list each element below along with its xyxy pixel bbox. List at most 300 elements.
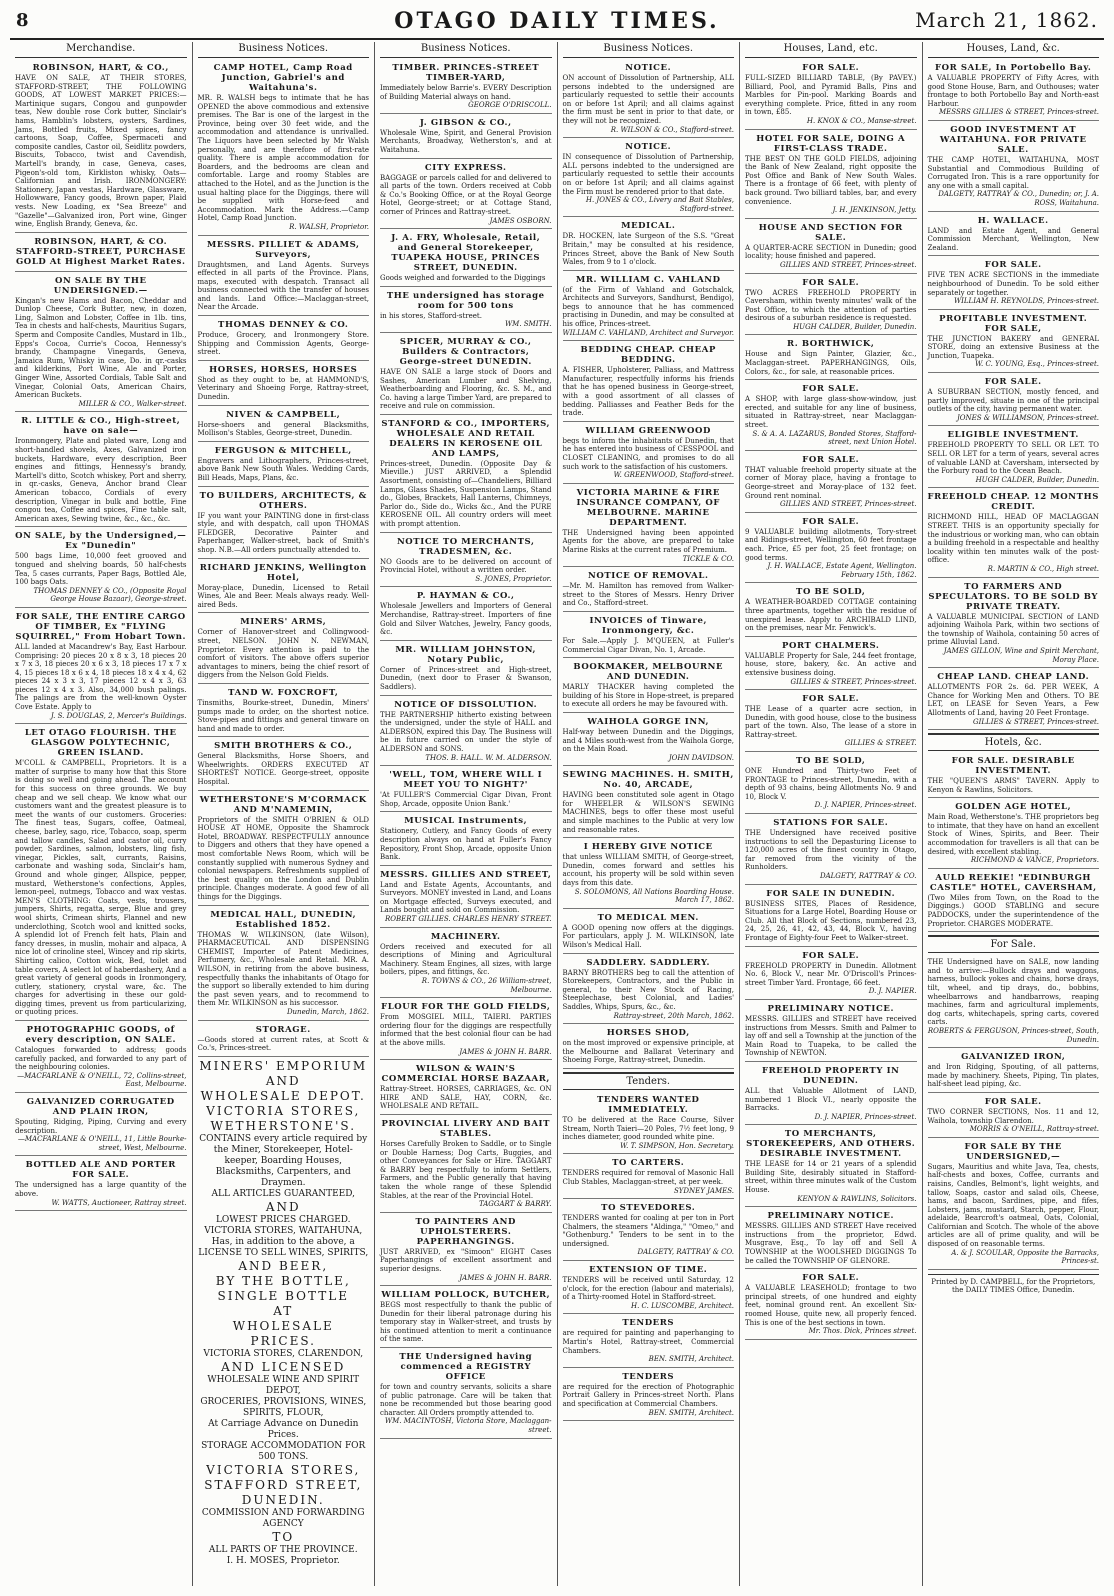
ad-sign: —MACFARLANE & O'NEILL, 72, Collins-street, East, Melbourne. [17,1071,187,1089]
ad-body: 9 VALUABLE building allotments, Tory-street and Ridings-street, Wellington, 60 feet frontage each. Price, £5 per foot, 25 feet frontage; on good terms. [745,527,917,562]
advertisement [15,610,187,724]
ad-title: NOTICE OF DISSOLUTION. [394,699,538,710]
feature-line: VICTORIA STORES, CLARENDON, [203,1348,364,1359]
advertisement [928,258,1100,309]
column-header: Business Notices. [563,42,735,58]
column-houses-land-1 [740,42,923,1586]
ad-title: I HEREBY GIVE NOTICE [583,842,713,853]
advertisement [745,276,917,336]
feature-line: CONTAINS every article required by the Miner, Storekeeper, Hotel-keeper, Boarding Houses, Blacksmiths, Carpenters, and Draymen. [199,1133,368,1188]
ad-title: MUSICAL Instruments, [404,816,528,827]
column-business-notices-2 [375,42,558,1586]
ad-title: THE Undersigned having commenced a REGISTRY OFFICE [399,1352,533,1383]
feature-line: AND LICENSED [221,1359,346,1374]
advertisement [198,489,370,559]
advertisement [563,569,735,612]
advertisement [380,1215,552,1286]
advertisement [15,726,187,1021]
ad-body: TENDERS required for removal of Masonic Hall Club Stables, Maclaggan-street, at per week. [562,1169,734,1186]
ad-body: TO be delivered at the Race Course, Silver Stream, North Taieri—20 Poles, 7½ feet long, 9 inches diameter, good rounded white pine. [562,1115,734,1142]
ad-sign: W. WATTS, Auctioneer, Rattray street. [51,1198,187,1207]
ad-title: BOTTLED ALE AND PORTER FOR SALE. [25,1160,176,1181]
ad-list [745,61,917,1340]
ad-title: FOR SALE. [802,1273,860,1284]
ad-body: From MOSGIEL MILL, TAIERI. PARTIES ordering flour for the diggings are respectfully informed that the best colonial flour can be had at the above mills. [380,1013,552,1047]
ad-body: Horse-shoers and general Blacksmiths, Mollison's Stables, George-street, Dunedin. [197,420,369,438]
ad-title: THOMAS DENNEY & CO. [218,320,349,331]
advertisement [380,643,552,696]
advertisement [928,956,1100,1048]
ad-sign: D. J. NAPIER, Princes-street. [814,801,917,810]
ad-title: 'WELL, TOM, WHERE WILL I MEET YOU TO NIGHT?' [389,770,543,791]
ad-title: AULD REEKIE! "EDINBURGH CASTLE" HOTEL, CAVERSHAM, [929,872,1097,893]
ad-body: TWO ACRES FREEHOLD PROPERTY in Caversham, within twenty minutes' walk of the Post Office, to which the attention of parties desirous of a suburban residence is requested. [745,288,917,323]
advertisement [198,408,370,442]
advertisement [380,335,552,415]
advertisement [745,692,917,752]
victoria-stores-feature [198,1059,370,1567]
ad-title: VICTORIA MARINE & FIRE INSURANCE COMPANY, OF MELBOURNE. MARINE DEPARTMENT. [576,487,721,528]
feature-line: COMMISSION AND FORWARDING AGENCY [201,1507,365,1529]
ad-title: TO FARMERS AND SPECULATORS. TO BE SOLD BY PRIVATE TREATY. [928,581,1099,612]
ad-title: MR. WILLIAM JOHNSTON, Notary Public, [395,644,537,665]
advertisement [745,639,917,690]
advertisement [563,911,735,954]
ad-title: FOR SALE. [802,454,860,465]
ad-body: THE Undersigned have received positive instructions to sell the Depasturing License to 120,000 acres of the finest country in Otago, far removed from the vicinity of the Runholders. [745,829,917,872]
feature-line: ALL PARTS OF THE PROVINCE. [208,1544,358,1555]
ad-title: NIVEN & CAMPBELL, [226,409,341,420]
advertisement [745,887,917,947]
ad-sign: HUGH CALDER, Builder, Dunedin. [793,322,917,331]
ad-sign: HUGH CALDER, Builder, Dunedin. [975,475,1099,484]
ad-title: PHOTOGRAPHIC GOODS, of every description, ON SALE. [25,1025,176,1046]
ad-sign: S. & A. A. LAZARUS, Bonded Stores, Stafford-street, next Union Hotel. [752,429,917,447]
ad-title: SPICER, MURRAY & CO., Builders & Contractors, George-street DUNEDIN. [399,336,532,367]
ad-sign: R. WILSON & CO., Stafford-street. [610,125,734,134]
ad-sign: GILLIES & STREET. [844,739,917,748]
ad-sign: MILLER & CO., Walker-street. [78,399,187,408]
ad-sign: WM. SMITH. [504,320,552,329]
ad-body: BARNY BROTHERS beg to call the attention of Storekeepers, Contractors, and the Public in general, to their New Stock of Racing, Steeplechase, best Colonial, and Ladies' Saddles, Whips, Spurs, &c., &c. [562,968,734,1011]
advertisement [563,1370,735,1421]
ad-body: Wholesale Jewellers and Importers of General Merchandise, Rattray-street. Importers of fine Gold and Silver Watches, Jewelry, Fancy goods, &c. [380,602,552,637]
ad-body: DR. HOCKEN, late Surgeon of the S.S. "Great Britain," may be consulted at his residence, Princes Street, above the Bank of New South Wales, from 9 to 1 o'clock. [562,232,734,267]
ad-body: ONE Hundred and Thirty-two Feet of FRONTAGE to Princes-street, Dunedin, with a depth of 93 chains, being Allotments No. 9 and 10, Block V. [745,767,917,801]
ad-list [380,61,552,1439]
ad-sign: JAMES & JOHN H. BARR. [459,1273,552,1282]
ad-title: FOR SALE. DESIRABLE INVESTMENT. [951,756,1075,777]
advertisement [380,1000,552,1060]
ad-body: Wholesale Wine, Spirit, and General Provision Merchants, Broadway, Wetherston's, and at Waitahuna. [380,128,552,154]
ad-sign: Mr. Thos. Dick, Princes street. [808,1327,917,1336]
ad-body: M'COLL & CAMPBELL, Proprietors. It is a matter of surprise to many how that this Store is doing so well and going ahead. The account for this success on three grounds. We buy cheap and we sell cheap. We know what our customers want and the greatest pleasure is to meet the wants of our customers. Groceries: The finest teas, Sugars, coffee, Oatmeal, cheese, barley, sago, rice, Tobacco, soap, sperm and tallow candles, Salad and castor oil, curry powder, Sardines, salmon, lobsters, ling fish, vinegar, Pickles, salt, currants, Raisins, carbonate and washing soda, Sinclair's ham, Ground and whole ginger, Allspice, pepper, mustard, Wetherstone's confections, Apples, lemon-peel, nutmegs, Tobacco and wax vestas. MEN'S CLOTHING: Coats, vests, trousers, jumpers, Shirts, regatta, serge, Blue and grey wool shirts, Crimean shirts, Flannel and new underclothing, Scotch wool and knitted socks, A splendid lot of French felt hats, Plain and fancy dresses, in muslin, mohair and alpaca, A nice lot of crinoline steel, Wincey and rip skirts, Shirting calico, Cotton wick, Bed, toilet and table covers, A select lot of haberdashery, And a great variety of general goods in Ironmongery, cutlery, stationery, crystal ware, &c. The charges for advertising in these our gold-digging times, prevent us from particularizing, or quoting prices. [15,759,187,1017]
ad-sign: J. H. WALLACE, Estate Agent, Wellington. February 15th, 1862. [767,562,917,579]
ad-title: FOR SALE IN DUNEDIN. [766,888,896,899]
ad-title: LET OTAGO FLOURISH. THE GLASGOW POLYTECHNIC, GREEN ISLAND. [24,728,177,759]
advertisement [563,1026,735,1069]
column-header: Merchandise. [15,42,187,58]
ad-body: 'At FULLER'S Commercial Cigar Divan, Front Shop, Arcade, opposite Union Bank.' [380,791,552,808]
ad-title: GALVANIZED IRON, [961,1052,1066,1063]
advertisement [745,337,917,380]
ad-title: NOTICE TO MERCHANTS, TRADESMEN, &c. [396,536,535,557]
ad-sign: GILLIES & STREET, Princes-street. [973,717,1099,726]
ad-body: For Sale.—Apply J. M'QUEEN, at Fuller's Commercial Cigar Divan, No. 1, Arcade. [562,636,734,654]
ad-body: TENDERS wanted for coaling at per ton in Port Chalmers, the steamers "Aldinga," "Omeo," and "Gothenburg." Tenders to be sent in to the undersigned. [562,1214,734,1248]
ad-title: TENDERS WANTED IMMEDIATELY. [596,1094,700,1115]
feature-line: LOWEST PRICES CHARGED. [215,1214,351,1225]
advertisement [15,235,187,272]
ad-sign: MESSRS GILLIES & STREET, Princes-street. [939,108,1099,117]
ad-title: ROBINSON, HART, & CO. STAFFORD-STREET, PURCHASE GOLD At Highest Market Rates. [15,236,186,267]
printer-imprint: Printed by D. CAMPBELL, for the Proprietors, the DAILY TIMES Office, Dunedin. [928,1274,1100,1294]
ad-sign: WILLIAM C. VAHLAND, Architect and Surveyor. [562,328,734,337]
feature-line: GROCERIES, PROVISIONS, WINES, SPIRITS, FLOUR, [200,1396,367,1418]
ad-sign: J. H. JENKINSON, Jetty. [832,206,917,215]
ad-body: A GOOD opening now offers at the diggings. For particulars, apply J. M. WILKINSON, late Wilson's Medical Hall. [562,923,734,949]
advertisement [928,490,1100,577]
advertisement [928,428,1100,488]
ad-body: THOMAS W. WILKINSON, (late Wilson), PHARMACEUTICAL AND DISPENSING CHEMIST, Importer of Patent Medicines, Perfumery, &c., Wholesale and Retail. MR. A. WILSON, in retiring from the above business, respectfully thanks the inhabitants of Otago for the support so liberally extended to him during the past seven years, and to recommend to them Mr. WILKINSON as his successor. [197,930,369,1008]
advertisement [745,1271,917,1340]
ad-body: TWO CORNER SECTIONS, Nos. 11 and 12, Waihola, township Clarendon. [927,1107,1099,1125]
advertisement [15,529,187,608]
ad-body: NO Goods are to be delivered on account of Provincial Hotel, without a written order. [380,557,552,575]
advertisement [928,670,1100,730]
ad-title: FREEHOLD PROPERTY IN DUNEDIN. [761,1065,900,1086]
advertisement [563,219,735,270]
ad-sign: JOHN DAVIDSON. [668,753,734,762]
ad-sign: GEORGE O'DRISCOLL. [468,101,552,110]
advertisement [563,614,735,658]
ad-title: GOOD INVESTMENT AT WAITAHUNA. FOR PRIVATE SALE. [939,124,1087,155]
ad-body: are required for the erection of Photographic Portrait Gallery in Princes-street North. Plans and specification at Commercial Chambers. [562,1382,734,1408]
advertisement [380,116,552,159]
advertisement [198,793,370,906]
advertisement [745,1002,917,1062]
ad-body: THE "QUEEN'S ARMS" TAVERN. Apply to Kenyon & Rawlins, Solicitors. [927,777,1099,794]
ad-body: THE Undersigned have on SALE, now landing and to arrive:—Bullock drays and waggons, harness, bullock yokes and chains, horse drays, tilt, wheel, and tip drays, do., bobbins, wheelbarrows and handbarrows, reaping machines, farm and agricultural implements, dog carts, whitechapels, spring carts, covered carts. [927,958,1099,1027]
ad-sign: H. KNOX & CO., Manse-street. [806,116,917,125]
ad-sign: JAMES & JOHN H. BARR. [459,1047,552,1056]
feature-line: VICTORIA STORES, WAITAHUNA, [204,1225,363,1236]
ad-sign: TAGGART & BARRY. [478,1200,552,1209]
advertisement [380,417,552,533]
advertisement [15,1158,187,1211]
advertisement [745,1127,917,1207]
feature-line: STAFFORD STREET, [204,1477,363,1492]
ad-title: R. LITTLE & CO., High-street, have on sale— [21,416,181,437]
ad-body: A VALUABLE PROPERTY of Fifty Acres, with good Stone House, Barn, and Outhouses; water frontage to both Portobello Bay and North-east Harbour. [927,74,1099,108]
ad-body: MARLY THACKER having completed the building of his Store in Hope-street, is prepared to execute all orders he may be favoured with. [562,683,734,709]
ad-title: MEDICAL HALL, DUNEDIN, Established 1852. [210,909,357,930]
ad-body: 500 bags Lime, 10,000 feet grooved and tongued and shelving boards, 50 half-chests Tea, 5 cases currants, Paper Bags, Bottled Ale, 100 bags Oats. [15,552,187,587]
feature-line: VICTORIA STORES, [206,1103,361,1118]
ad-title: PROFITABLE INVESTMENT. FOR SALE, [939,313,1088,334]
ad-body: begs to inform the inhabitants of Dunedin, that he has entered into business of CESSPOOL and CLOSET CLEANING, and promises to do all such work to the satisfaction of his customers. [562,436,734,471]
ad-body: HAVE ON SALE a large stock of Doors and Sashes, American Lumber and Shelving, Weatherboarding and Flooring, &c. S. M., and Co. having a large Timber Yard, are prepared to receive and rule on commission. [380,367,552,411]
ad-sign: ROBERT GILLIES. CHARLES HENRY STREET. [385,915,552,924]
for-sale-header: For Sale. [928,935,1100,953]
ad-body: Draughtsmen, and Land Agents. Surveys effected in all parts of the Province. Plans, maps, executed with despatch. Transact all business connected with the transfer of houses and lands. Land Office:—Maclaggan-street, Near the Arcade. [197,260,369,312]
ad-title: WILLIAM GREENWOOD [585,425,711,436]
advertisement [563,273,735,342]
ad-body: General Blacksmiths, Horse Shoers, and Wheelwrights. ORDERS EXECUTED AT SHORTEST NOTICE. George-street, opposite Hospital. [197,752,369,787]
ad-body: Main Road, Wetherstone's. THE proprietors beg to intimate, that they have on hand an excellent Stock of Wines, Spirits, and Beer. Their accommodation for travellers is all that can be desired, with excellent stabling. [927,813,1099,856]
ad-title: TO BE SOLD, [796,756,866,767]
ad-title: PRELIMINARY NOTICE. [767,1211,895,1222]
ad-title: TIMBER. PRINCES-STREET TIMBER-YARD, [392,63,540,83]
ad-title: STATIONS FOR SALE. [773,818,889,829]
ad-title: FOR SALE, THE ENTIRE CARGO OF TIMBER, Ex "FLYING SQUIRREL," From Hobart Town. [15,611,187,642]
ad-sign: DALGETY, RATTRAY & CO. [637,1248,734,1257]
feature-line: Has, in addition to the above, a [211,1236,355,1247]
ad-body: Ironmongery, Plate and plated ware, Long and short-handled shovels, Axes, Galvanized iron buckets, Hardware, every description, Beer engines and fittings, Hennessy's brandy, Martell's ditto, Scotch whiskey, Port and sherry, in qr.-casks, Geneva, Anchor brand Clear American tobacco, Cordials of every description, Vinegar in bulk and bottle, Fine congou tea, Coffee and spices, Fine table salt, American axes, Sewing twine, &c., &c., &c. [15,437,187,523]
ad-title: TO STEVEDORES. [601,1203,696,1214]
ad-title: THE undersigned has storage room for 500 tons [386,290,545,311]
column-business-notices-1 [193,42,376,1586]
ad-body: MESSRS. GILLIES AND STREET Have received instructions from the proprietor, Edwd. Musgrave, Esq., To lay off and Sell A TOWNSHIP at the WOOLSHED DIGGINGS To be called the TOWNSHIP OF GLENORE. [745,1222,917,1265]
advertisement [563,768,735,838]
ad-sign: JONES & WILLIAMSON, Princes-street. [956,413,1099,422]
advertisement [380,289,552,333]
advertisement [745,754,917,814]
ad-body: MESSRS. GILLIES and STREET have received instructions from Messrs. Smith and Palmer to lay off and sell a Township at the junction of the Main Road to Tuapeka, to be called the Township of NEWTON. [745,1014,917,1058]
ad-body: A SUBURBAN SECTION, mostly fenced, and partly improved, situate in one of the principal outlets of the city, having permanent water. [927,388,1099,414]
ad-body: ALLOTMENTS FOR 2s. 6d. PER WEEK, A Chance for Working Men and Others. TO BE LET, on LEASE for Seven Years, a Few Allotments of Land, having 20 Feet Frontage. [927,683,1099,717]
ad-title: GALVANIZED CORRUGATED AND PLAIN IRON, [26,1097,175,1118]
ad-title: TO CARTERS. [612,1158,685,1169]
ad-title: CHEAP LAND. CHEAP LAND. [937,672,1090,683]
advertisement [745,132,917,219]
ad-body: and Iron Ridging, Spouting, of all patterns, made by machinery. Sheets, Piping, Tin plates, half-sheet lead piping, &c. [927,1063,1099,1089]
ad-body: Proprietors of the SMITH O'BRIEN & OLD HOUSE AT HOME, Opposite the Shamrock Hotel, BROADWAY. RESPECTFULLY announce to Diggers and others that they have opened a most comfortable News Room, which will be constantly supplied with numerous Sydney and colonial newspapers. Refreshments supplied of the best quality on the London and Dublin principle. Changes moderate. A good few of all things for the Diggings. [197,815,369,901]
ad-sign: THOS. B. HALL. W. M. ALDERSON. [425,753,552,762]
tender-list [563,1093,735,1421]
ad-body: Engravers and Lithographers, Princes-street, above Bank New South Wales. Wedding Cards, Bill Heads, Maps, Plans, &c. [197,456,369,482]
ad-list [198,61,370,1057]
advertisement [198,444,370,487]
ad-body: BAGGAGE or parcels called for and delivered to all parts of the town. Orders received at Cobb & Co.'s Booking Office, or at the Royal George Hotel, George-street; or at Cottage Stand, corner of Princes and Rattray-street. [380,173,552,216]
ad-body: IN consequence of Dissolution of Partnership, ALL persons indebted to the undersigned are particularly requested to settle their accounts on or before 1st April; and all claims against the Firm must be rendered prior to that date. [562,153,734,196]
feature-line: LICENSE TO SELL WINES, SPIRITS, [198,1247,369,1258]
ad-body: Tinsmiths, Bourke-street, Dunedin, Miners' pumps made to order, on the shortest notice. Stove-pipes and fittings and general tinware on hand and made to order. [197,698,369,733]
ad-body: ON account of Dissolution of Partnership, ALL persons indebted to the undersigned are particularly requested to settle their accounts on or before 1st April; and all claims against the firm must be sent in prior to that date, or they will not be recognized. [562,74,734,125]
ad-sign: RICHMOND & VANCE, Proprietors. [970,856,1099,865]
ad-body: IF you want your PAINTING done in first-class style, and with despatch, call upon THOMAS FLEDGER, Decorative Painter and Paperhanger, Walker-street, back of Smith's shop. N.B.—All orders punctually attended to. [197,511,369,554]
advertisement [198,686,370,737]
ad-title: TO MERCHANTS, STOREKEEPERS, AND OTHERS. DESIRABLE INVESTMENT. [746,1129,916,1160]
advertisement [380,589,552,640]
ad-title: WETHERSTONE'S M'CORMACK AND M'NAMEMIN, [199,794,367,815]
ad-sign: H. JONES & CO., Livery and Bait Stables, Stafford-street. [585,196,734,213]
advertisement [928,61,1100,121]
ad-body: BUSINESS SITES, Places of Residence, Situations for a Large Hotel, Boarding House or Club. All that Block of Sections, numbered 23, 24, 25, 26, 41, 42, 43, 44, Block V., having Frontage of Eighty-four Feet to Walker-street. [745,899,917,942]
ad-body: Shod as they ought to be, at HAMMOND'S, Veterinary and Shoeing Forge, Rattray-street, Dunedin. [197,375,369,402]
ad-sign: BEN. SMITH, Architect. [648,1355,734,1364]
ad-body: Kingan's new Hams and Bacon, Cheddar and Dunlop Cheese, Cork Butter, new, in dozen, Ling, Salmon and Lobster, Coffee in 1lb. tins, Tea in chests and half-chests, Mauritius Sugars, Sperm and Composite Candles, Mustard in 1lb., Epps's Cocoa, Currie's Cocoa, Hennessy's brandy, Champagne Vinegards, Geneva, Jamaica Rum, Whisky in case, Do. in qr.-casks and kilderkins, Port Wine, Ale and Porter, Ginger Wine, Assorted Cordials, Table Salt and Vinegar, Colonial Oats, American Chairs, American Buckets. [15,296,187,400]
ad-body: THE PARTNERSHIP hitherto existing between the undersigned, under the style of HALL and ALDERSON, expired this Day. The Business will be in future carried on under the style of ALDERSON and SONS. [380,710,552,753]
ad-title: NOTICE. [625,63,672,73]
ad-title: FOR SALE. [802,63,860,73]
ad-title: HOUSE AND SECTION FOR SALE. [758,222,903,243]
ad-sign: THOMAS DENNEY & CO., (Opposite Royal George House Bazaar), George-street. [33,586,187,604]
advertisement [380,61,552,114]
advertisement [15,274,187,413]
ad-body: Rattray-Street. HORSES, CARRIAGES, &c. ON HIRE AND SALE, HAY, CORN, &c. WHOLESALE AND RETAIL. [380,1085,552,1111]
ad-title: TO BUILDERS, ARCHITECTS, & OTHERS. [199,490,367,511]
ad-title: P. HAYMAN & CO., [416,591,515,602]
ad-body: A VALUABLE LEASEHOLD; frontage to two principal streets, of one hundred and eighty feet, nominal ground rent. An excellent Six-roomed House, quite new, all properly fenced. This is one of the best sections in town. [745,1284,917,1327]
ad-body: Land and Estate Agents, Accountants, and Surveyors. MONEY invested in Land, and Loans on Mortgage effected, Surveys executed, and Lands bought and sold on Commission. [380,880,552,915]
ad-body: HAVE ON SALE, AT THEIR STORES, STAFFORD-STREET, THE FOLLOWING GOODS, AT LOWEST MARKET PRICES:— Martinique sugars, Congou and gunpowder teas, New double rose Cork butter, Sinclair's hams, Hamblin's lobsters, oysters, Sardines, Jams, Bottled fruits, Mixed spices, fancy cartoons, Soap, Coffee, Spermaceti and composite candles, Castor oil, Seidlitz powders, Biscuits, Tobacco, twist and Cavendish, Martell's brandy, in case, Geneva, cases, Pigeon's-old tom, Kirkliston whisky, Oats—Californian and Irish. IRONMONGERY: Stationery, Japan vestas, Hardware, Glassware, Hollowware, Fancy goods, Brown paper, Plaid vests. New Loading, ex "Sea Breeze" and "Gazelle"—Galvanized iron, Port wine, Ginger wine, English Brandy, Geneva, &c. [15,74,187,229]
ad-title: TO MEDICAL MEN. [597,912,699,923]
column-header: Business Notices. [380,42,552,58]
ad-sign: MORRIS & O'NEILL, Rattray-street. [969,1125,1099,1134]
ad-sign: WILLIAM H. REYNOLDS, Princes-street. [953,297,1099,306]
feature-line: VICTORIA STORES, [206,1462,361,1477]
advertisement [928,754,1100,798]
ad-title: FOR SALE. [984,260,1042,271]
advertisement [563,840,735,909]
ad-title: STANFORD & CO., IMPORTERS, WHOLESALE AND RETAIL DEALERS IN KEROSENE OIL AND LAMPS, [381,418,551,459]
ad-title: FOR SALE. [802,277,860,288]
ad-title: SEWING MACHINES. H. SMITH, No. 40, ARCADE, [562,770,734,791]
advertisement [563,715,735,766]
ad-title: WAIHOLA GORGE INN, [587,716,710,727]
advertisement [745,585,917,636]
ad-body: A. FISHER, Upholsterer, Palliass, and Mattress Manufacturer, respectfully informs his friends that he has opened business in George-street, with a good assortment of all classes of bedding. Palliasses and Feather Beds for the trade. [562,366,734,418]
feature-line: At Carriage Advance on Dunedin Prices. [208,1418,359,1440]
ad-title: FOR SALE, In Portobello Bay. [935,63,1092,73]
ad-sign: R. TOWNS & CO., 26 William-street, Melbourne. [421,977,552,994]
hotel-list [928,754,1100,932]
ad-body: for town and country servants, solicits a share of public patronage. Care will be taken that none be recommended but those bearing good character. All Orders promptly attended to. [380,1383,552,1417]
ad-sign: GILLIES & STREET, Princes-street. [790,677,917,686]
ad-body: —Goods stored at current rates, at Scott & Co.'s, Princes-street. [197,1035,369,1053]
ad-body: —Mr. M. Hamilton has removed from Walker-street to the Stores of Messrs. Henry Driver and Co., Stafford-street. [562,582,734,608]
ad-sign: TICKLE & CO. [682,554,734,563]
ad-title: FOR SALE. [984,1096,1042,1107]
ad-sign: GILLIES AND STREET, Princes-street. [779,500,917,509]
feature-line: WHOLESALE PRICES. [232,1318,334,1348]
ad-body: FREEHOLD PROPERTY TO SELL OR LET. TO SELL OR LET for a term of years, several acres of valuable LAND at Caversham, intersected by the Forbury road to the Ocean Beach. [927,441,1099,476]
ad-title: WILSON & WAIN'S COMMERCIAL HORSE BAZAAR, [381,1064,550,1085]
ad-title: FERGUSON & MITCHELL, [214,445,352,456]
ad-sign: DALGETY, RATTRAY & CO. [819,872,917,880]
ad-list [15,61,187,1211]
ad-body: (of the Firm of Vahland and Gotschalck, Architects and Surveyors, Sandhurst, Bendigo), begs to announce that he has commenced practising in Dunedin, and may be consulted at his office, Princes-street. [562,285,734,329]
advertisement [563,660,735,713]
ad-body: FIVE TEN ACRE SECTIONS in the immediate neighbourhood of Dunedin. To be sold either separately or together. [927,271,1099,297]
advertisement [563,1201,735,1261]
ad-body: House and Sign Painter, Glazier, &c., Maclaggan-street. PAPERHANGINGS, Oils, Colors, &c., for sale, at reasonable prices. [745,350,917,376]
ad-title: TENDERS [622,1318,675,1329]
ad-title: MINERS' ARMS, [240,617,327,628]
ad-title: RICHARD JENKINS, Wellington Hotel, [199,562,367,583]
ad-sign: JAMES GILLON, Wine and Spirit Merchant, Moray Place. [943,646,1099,664]
ad-body: THE BEST ON THE GOLD FIELDS, adjoining the Bank of New Zealand, right opposite the Post Office and Bank of New South Wales. There is a frontage of 66 feet, with plenty of back ground. Two billiard tables, bar, and every convenience. [745,154,917,206]
ad-body: A VALUABLE MUNICIPAL SECTION of LAND adjoining Waihola Park, within two sections of the township of Waihola, containing 50 acres of prime Alluvial Land. [927,612,1099,647]
advertisement [563,1316,735,1367]
advertisement [380,768,552,812]
advertisement [380,814,552,865]
ad-title: FOR SALE BY THE UNDERSIGNED,— [964,1141,1062,1162]
advertisement [380,868,552,928]
ad-sign: GILLIES AND STREET, Princes-street. [779,260,917,269]
ad-title: ELIGIBLE INVESTMENT. [947,430,1079,441]
advertisement [380,1288,552,1348]
advertisement [563,1263,735,1314]
advertisement [198,238,370,317]
ad-sign: Dunedin, March, 1862. [286,1007,369,1016]
ad-body: Produce, Grocery, and Ironmongery Store. Shipping and Commission Agents, George-street. [197,331,369,357]
advertisement [563,140,735,217]
ad-sign: BEN. SMITH, Architect. [648,1408,734,1417]
columns [10,42,1104,1586]
ad-body: A SHOP, with large glass-show-window, just erected, and suitable for any line of business, situated in Rattray-street, near Maclaggan-street. [745,395,917,430]
advertisement [928,123,1100,212]
advertisement [928,312,1100,373]
advertisement [745,949,917,1000]
ad-body: VALUABLE Property for Sale, 244 feet frontage, house, store, bakery, &c. An active and extensive business doing. [745,651,917,677]
ad-sign: H. C. LUSCOMBE, Architect. [630,1301,734,1310]
ad-title: WILLIAM POLLOCK, BUTCHER, [381,1290,551,1301]
ad-sign: R. WALSH, Proprietor. [289,222,369,231]
ad-body: Moray-place, Dunedin, Licensed to Retail Wines, Ale and Beer. Meals always ready. Well-aired Beds. [197,583,369,609]
ad-title: NOTICE OF REMOVAL. [587,571,709,582]
ad-body: Goods weighed and forwarded to the Diggings [380,274,546,283]
ad-sign: R. MARTIN & CO., High street. [987,564,1099,573]
ad-body: Horses Carefully Broken to Saddle, or to Single or Double Harness; Dog Carts, Buggies, and other Conveyances for Sale or Hire. TAGGART & BARRY beg respectfully to inform Settlers, Farmers, and the Public generally that having taken the whole range of these Splendid Stables, at the rear of the Provincial Hotel. [380,1139,552,1200]
advertisement [15,1095,187,1156]
ad-title: ROBINSON, HART, & CO., [32,63,169,73]
feature-line: WETHERSTONE'S. [210,1118,357,1133]
advertisement [380,535,552,588]
ad-body: THE LEASE for 14 or 21 years of a splendid Building Site, desirably situated in Stafford-street, within three minutes walk of the Custom House. [745,1160,917,1195]
advertisement [928,871,1100,932]
feature-line: ALL ARTICLES GUARANTEED, [211,1188,355,1199]
ad-body: ALL landed at Macandrew's Bay, East Harbour. Comprising: 20 pieces 20 x 8 x 3, 18 pieces 20 x 7 x 3, 18 pieces 20 x 6 x 3, 18 pieces 17 x 7 x 4, 15 pieces 18 x 6 x 4, 18 pieces 18 x 4 x 4, 62 pieces 24 x 3 x 3, 17 pieces 12 x 4 x 3, 63 pieces 12 x 4 x 3. Also, 34,000 bush palings. The palings are from the well-known Oyster Cove Estate. Apply to [15,642,187,712]
ad-title: FLOUR FOR THE GOLD FIELDS, [381,1002,551,1013]
ad-title: INVOICES of Tinware, Ironmongery, &c. [589,615,708,636]
ad-body: Corner of Princes-street and High-street, Dunedin, (next door to Fraser & Swanson, Saddlers). [380,665,552,691]
advertisement [928,375,1100,426]
ad-title: FOR SALE. [802,950,860,961]
ad-body: Sugars, Mauritius and white Java, Tea, chests, half-chests and boxes, Coffee, currants and raisins, Candles, Belmont's, light weights, and tallow, Soaps, castor and salad oils, Cheese, hams, and bacon, Sardines, pipe, and fifes, Lobsters, jams, mustard, Starch, pepper, Flour, adelaide, Bearcroft's oatmeal, Oats, Colonial, Californian and Scotch. The whole of the above articles are all of prime quality, and will be disposed of on reasonable terms. [927,1162,1099,1249]
ad-title: FOR SALE. [802,384,860,395]
column-header: Houses, Land, etc. [745,42,917,58]
advertisement [198,318,370,361]
ad-title: BEDDING CHEAP. CHEAP BEDDING. [580,345,716,366]
advertisement [198,615,370,684]
ad-sign: W. GREENWOOD, Stafford-street. [613,471,734,480]
feature-line: WHOLESALE WINE AND SPIRIT DEPOT, [207,1374,360,1396]
ad-body: Half-way between Dunedin and the Diggings, and 4 Miles south-west from the Waihola Gorge, on the Main Road. [562,727,734,754]
advertisement [563,424,735,484]
advertisement [198,363,370,406]
advertisement [380,1117,552,1213]
ad-title: FOR SALE. [984,377,1042,388]
advertisement [563,343,735,422]
ad-title: PRELIMINARY NOTICE. [767,1003,895,1014]
ad-title: PORT CHALMERS. [781,640,880,651]
ad-title: TAND W. FOXCROFT, [228,687,339,698]
ad-title: CITY EXPRESS. [424,162,507,173]
ad-sign: DALGETY, RATTRAY & CO., Dunedin; or, J. A. ROSS, Waitahuna. [938,190,1099,207]
ad-title: R. BORTHWICK, [787,339,875,350]
